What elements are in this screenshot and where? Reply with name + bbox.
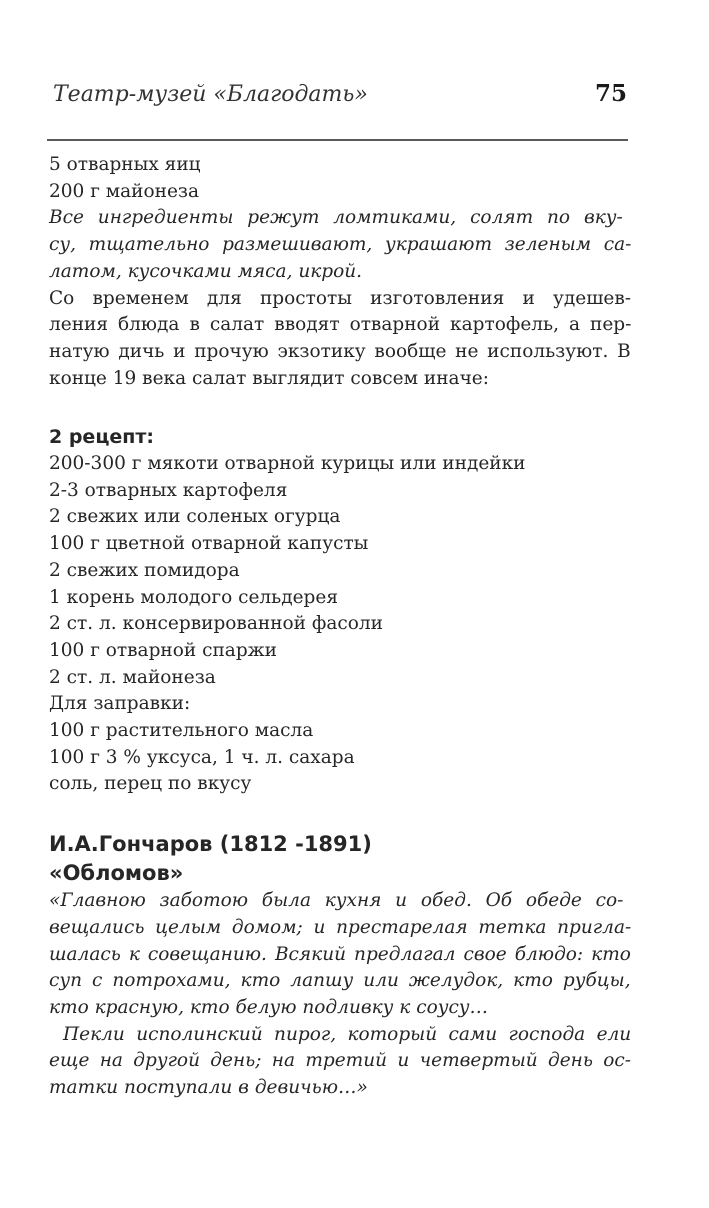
quote-line: «Главною заботою была кухня и обед. Об обеде со-	[49, 890, 624, 912]
dressing-line: 100 г растительного масла	[49, 720, 314, 742]
quote-paragraph-2	[49, 1022, 631, 1102]
quote-line: суп с потрохами, кто лапшу или желудок, кто рубцы,	[49, 970, 631, 992]
page-number: 75	[594, 80, 627, 107]
paragraph-line: конце 19 века салат выглядит совсем иначе:	[49, 367, 489, 389]
ingredient-line: 2 ст. л. консервированной фасоли	[49, 613, 383, 635]
intro-ingredients	[49, 152, 631, 205]
ingredient-line: 200 г майонеза	[49, 180, 200, 202]
ingredient-line: 100 г цветной отварной капусты	[49, 533, 369, 555]
ingredient-line: 2 свежих помидора	[49, 559, 240, 581]
quote-line: вещались целым домом; и престарелая тетка пригла-	[49, 916, 632, 938]
recipe-heading: 2 рецепт:	[49, 426, 155, 449]
quote-line: шалась к совещанию. Всякий предлагал свое блюдо: кто	[49, 943, 631, 965]
instruction-line: су, тщательно размешивают, украшают зеленым са-	[49, 234, 632, 256]
instruction-line: латом, кусочками мяса, икрой.	[49, 260, 363, 282]
author-section	[49, 830, 631, 1102]
recipe-2	[49, 424, 631, 798]
ingredient-line: 2-3 отварных картофеля	[49, 479, 288, 501]
ingredient-line: 2 свежих или соленых огурца	[49, 506, 341, 528]
running-title: Театр-музей «Благодать»	[53, 82, 368, 107]
intro-instructions	[49, 205, 631, 285]
work-title: «Обломов»	[49, 861, 184, 886]
quote-line: татки поступали в девичью…»	[49, 1077, 368, 1099]
page-body	[49, 152, 631, 1102]
header-rule	[47, 139, 628, 141]
dressing-line: соль, перец по вкусу	[49, 773, 252, 795]
author-name: И.А.Гончаров (1812 -1891)	[49, 832, 372, 857]
ingredient-line: 100 г отварной спаржи	[49, 639, 278, 661]
quote-line: кто красную, кто белую подливку к соусу…	[49, 996, 489, 1018]
dressing-label: Для заправки:	[49, 693, 191, 715]
paragraph-line: натую дичь и прочую экзотику вообще не используют. В	[49, 340, 631, 362]
ingredient-line: 5 отварных яиц	[49, 154, 201, 175]
instruction-line: Все ингредиенты режут ломтиками, солят по вку-	[49, 207, 623, 229]
quote-line: Пекли исполинский пирог, который сами господа ели	[63, 1023, 632, 1045]
ingredient-line: 2 ст. л. майонеза	[49, 666, 216, 688]
quote-line: еще на другой день; на третий и четвертый день ос-	[49, 1050, 632, 1072]
running-header	[53, 80, 627, 116]
ingredient-line: 1 корень молодого сельдерея	[49, 586, 339, 608]
quote-paragraph-1	[49, 888, 631, 1022]
dressing-line: 100 г 3 % уксуса, 1 ч. л. сахара	[49, 746, 355, 768]
paragraph-line: ления блюда в салат вводят отварной картофель, а пер-	[49, 314, 632, 336]
history-paragraph	[49, 286, 631, 393]
paragraph-line: Со временем для простоты изготовления и удешев-	[49, 287, 632, 309]
ingredient-line: 200-300 г мякоти отварной курицы или индейки	[49, 453, 526, 475]
